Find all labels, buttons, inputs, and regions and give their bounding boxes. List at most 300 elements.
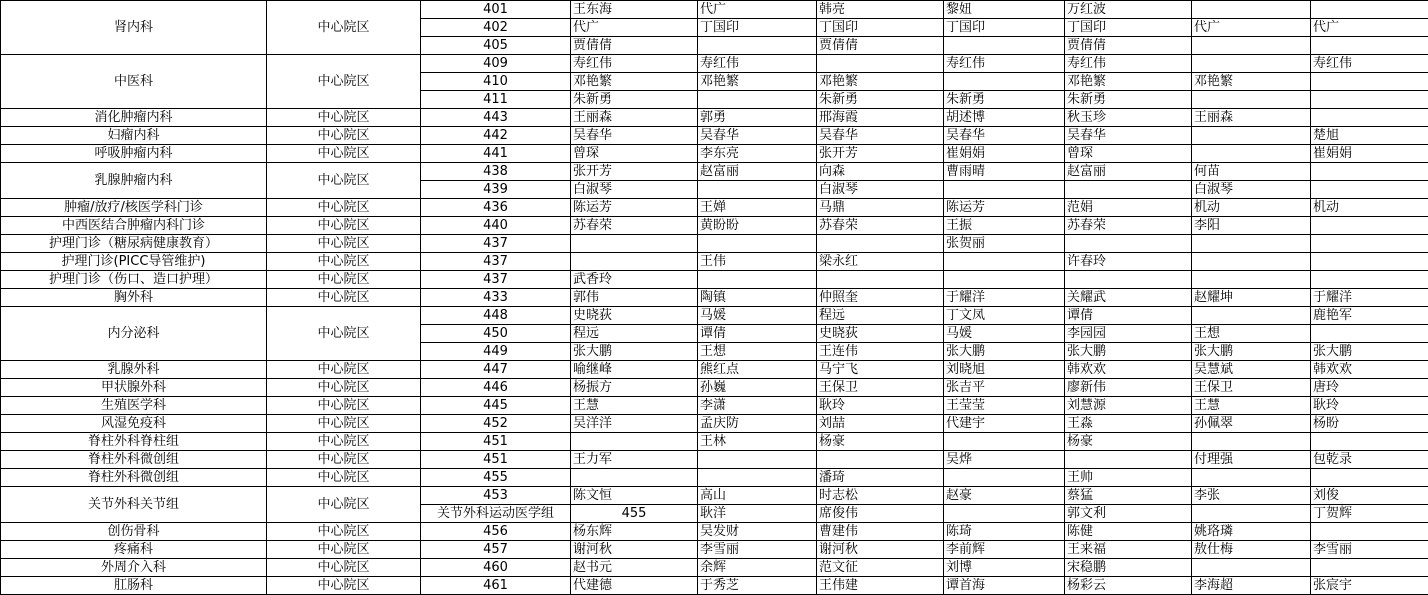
department-cell[interactable]: 中医科 <box>1 55 267 109</box>
doctor-cell[interactable] <box>817 271 944 289</box>
room-cell[interactable]: 453 <box>421 487 571 505</box>
doctor-cell[interactable]: 崔娟娟 <box>944 145 1065 163</box>
doctor-cell[interactable]: 谢河秋 <box>817 541 944 559</box>
room-cell[interactable]: 439 <box>421 181 571 199</box>
department-cell[interactable]: 风湿免疫科 <box>1 415 267 433</box>
department-cell[interactable]: 乳腺肿瘤内科 <box>1 163 267 199</box>
doctor-cell[interactable]: 刘慧源 <box>1065 397 1192 415</box>
room-cell[interactable]: 433 <box>421 289 571 307</box>
doctor-cell[interactable] <box>698 469 817 487</box>
room-cell[interactable]: 450 <box>421 325 571 343</box>
room-cell[interactable]: 446 <box>421 379 571 397</box>
doctor-cell[interactable]: 曾琛 <box>1065 145 1192 163</box>
doctor-cell[interactable]: 时志松 <box>817 487 944 505</box>
room-cell[interactable]: 448 <box>421 307 571 325</box>
doctor-cell[interactable] <box>1311 253 1428 271</box>
doctor-cell[interactable]: 白淑琴 <box>571 181 698 199</box>
doctor-cell[interactable]: 寿红伟 <box>1065 55 1192 73</box>
doctor-cell[interactable]: 耿玲 <box>1311 397 1428 415</box>
campus-cell[interactable]: 中心院区 <box>267 145 421 163</box>
doctor-cell[interactable] <box>817 55 944 73</box>
doctor-cell[interactable]: 郭文利 <box>1065 505 1192 523</box>
doctor-cell[interactable]: 陈健 <box>1065 523 1192 541</box>
doctor-cell[interactable]: 李前辉 <box>944 541 1065 559</box>
doctor-cell[interactable] <box>1192 127 1311 145</box>
doctor-cell[interactable]: 范文征 <box>817 559 944 577</box>
doctor-cell[interactable]: 程远 <box>571 325 698 343</box>
doctor-cell[interactable]: 谭倩 <box>1065 307 1192 325</box>
doctor-cell[interactable]: 贾倩倩 <box>817 37 944 55</box>
doctor-cell[interactable]: 王慧 <box>571 397 698 415</box>
doctor-cell[interactable]: 赵书元 <box>571 559 698 577</box>
campus-cell[interactable]: 中心院区 <box>267 307 421 361</box>
doctor-cell[interactable] <box>944 181 1065 199</box>
department-cell[interactable]: 肾内科 <box>1 1 267 55</box>
doctor-cell[interactable] <box>1192 55 1311 73</box>
room-cell[interactable]: 451 <box>421 451 571 469</box>
room-cell[interactable]: 402 <box>421 19 571 37</box>
doctor-cell[interactable] <box>698 235 817 253</box>
doctor-cell[interactable]: 邓艳繁 <box>817 73 944 91</box>
doctor-cell[interactable]: 孙巍 <box>698 379 817 397</box>
doctor-cell[interactable] <box>1311 163 1428 181</box>
doctor-cell[interactable]: 廖新伟 <box>1065 379 1192 397</box>
campus-cell[interactable]: 中心院区 <box>267 1 421 55</box>
doctor-cell[interactable]: 秋玉珍 <box>1065 109 1192 127</box>
doctor-cell[interactable]: 陈琦 <box>944 523 1065 541</box>
doctor-cell[interactable]: 仲照奎 <box>817 289 944 307</box>
doctor-cell[interactable]: 王保卫 <box>1192 379 1311 397</box>
doctor-cell[interactable]: 李潇 <box>698 397 817 415</box>
campus-cell[interactable]: 中心院区 <box>267 397 421 415</box>
doctor-cell[interactable]: 陶镇 <box>698 289 817 307</box>
doctor-cell[interactable] <box>698 91 817 109</box>
doctor-cell[interactable]: 王淼 <box>1065 415 1192 433</box>
doctor-cell[interactable] <box>1192 1 1311 19</box>
doctor-cell[interactable]: 白淑琴 <box>817 181 944 199</box>
department-cell[interactable]: 外周介入科 <box>1 559 267 577</box>
doctor-cell[interactable] <box>1192 307 1311 325</box>
doctor-cell[interactable]: 代广 <box>698 1 817 19</box>
campus-cell[interactable]: 中心院区 <box>267 109 421 127</box>
doctor-cell[interactable]: 李东亮 <box>698 145 817 163</box>
campus-cell[interactable]: 中心院区 <box>267 577 421 595</box>
doctor-cell[interactable]: 郭伟 <box>571 289 698 307</box>
doctor-cell[interactable]: 杨东辉 <box>571 523 698 541</box>
department-cell[interactable]: 消化肿瘤内科 <box>1 109 267 127</box>
doctor-cell[interactable] <box>571 235 698 253</box>
doctor-cell[interactable]: 寿红伟 <box>571 55 698 73</box>
doctor-cell[interactable] <box>944 433 1065 451</box>
doctor-cell[interactable] <box>1065 271 1192 289</box>
campus-cell[interactable]: 中心院区 <box>267 433 421 451</box>
doctor-cell[interactable]: 王想 <box>1192 325 1311 343</box>
department-cell[interactable]: 呼吸肿瘤内科 <box>1 145 267 163</box>
doctor-cell[interactable]: 杨豪 <box>817 433 944 451</box>
doctor-cell[interactable]: 赵耀坤 <box>1192 289 1311 307</box>
doctor-cell[interactable] <box>698 181 817 199</box>
doctor-cell[interactable]: 史晓荻 <box>571 307 698 325</box>
doctor-cell[interactable] <box>571 253 698 271</box>
doctor-cell[interactable] <box>1311 217 1428 235</box>
department-cell[interactable]: 乳腺外科 <box>1 361 267 379</box>
doctor-cell[interactable]: 刘博 <box>944 559 1065 577</box>
doctor-cell[interactable] <box>1192 37 1311 55</box>
department-cell[interactable]: 中西医结合肿瘤内科门诊 <box>1 217 267 235</box>
campus-cell[interactable]: 中心院区 <box>267 379 421 397</box>
doctor-cell[interactable]: 谢河秋 <box>571 541 698 559</box>
doctor-cell[interactable] <box>944 271 1065 289</box>
doctor-cell[interactable]: 杨豪 <box>1065 433 1192 451</box>
doctor-cell[interactable]: 丁文凤 <box>944 307 1065 325</box>
doctor-cell[interactable] <box>944 505 1065 523</box>
doctor-cell[interactable]: 黄盼盼 <box>698 217 817 235</box>
doctor-cell[interactable] <box>1311 37 1428 55</box>
doctor-cell[interactable]: 韩亮 <box>817 1 944 19</box>
doctor-cell[interactable] <box>1311 325 1428 343</box>
doctor-cell[interactable]: 王力军 <box>571 451 698 469</box>
doctor-cell[interactable]: 王想 <box>698 343 817 361</box>
doctor-cell[interactable]: 梁永红 <box>817 253 944 271</box>
doctor-cell[interactable]: 包乾录 <box>1311 451 1428 469</box>
doctor-cell[interactable]: 于耀洋 <box>1311 289 1428 307</box>
doctor-cell[interactable]: 邢海霞 <box>817 109 944 127</box>
doctor-cell[interactable] <box>698 271 817 289</box>
doctor-cell[interactable]: 关耀武 <box>1065 289 1192 307</box>
doctor-cell[interactable] <box>944 469 1065 487</box>
campus-cell[interactable]: 中心院区 <box>267 289 421 307</box>
doctor-cell[interactable]: 陈文恒 <box>571 487 698 505</box>
doctor-cell[interactable]: 范娟 <box>1065 199 1192 217</box>
doctor-cell[interactable]: 姚珞璘 <box>1192 523 1311 541</box>
doctor-cell[interactable]: 苏春荣 <box>1065 217 1192 235</box>
doctor-cell[interactable]: 王莹莹 <box>944 397 1065 415</box>
doctor-cell[interactable] <box>1311 1 1428 19</box>
doctor-cell[interactable]: 李雪丽 <box>1311 541 1428 559</box>
doctor-cell[interactable]: 赵富丽 <box>1065 163 1192 181</box>
doctor-cell[interactable]: 王连伟 <box>817 343 944 361</box>
doctor-cell[interactable]: 丁国印 <box>817 19 944 37</box>
room-cell[interactable]: 449 <box>421 343 571 361</box>
doctor-cell[interactable]: 付理强 <box>1192 451 1311 469</box>
campus-cell[interactable]: 中心院区 <box>267 415 421 433</box>
room-cell[interactable]: 447 <box>421 361 571 379</box>
doctor-cell[interactable]: 吴烨 <box>944 451 1065 469</box>
room-cell[interactable]: 455 <box>571 505 698 523</box>
doctor-cell[interactable]: 代广 <box>1311 19 1428 37</box>
doctor-cell[interactable]: 张贺丽 <box>944 235 1065 253</box>
doctor-cell[interactable] <box>817 235 944 253</box>
doctor-cell[interactable]: 万红波 <box>1065 1 1192 19</box>
doctor-cell[interactable] <box>1192 235 1311 253</box>
doctor-cell[interactable] <box>1311 523 1428 541</box>
doctor-cell[interactable]: 耿洋 <box>698 505 817 523</box>
doctor-cell[interactable]: 郭勇 <box>698 109 817 127</box>
doctor-cell[interactable]: 刘喆 <box>817 415 944 433</box>
doctor-cell[interactable]: 寿红伟 <box>698 55 817 73</box>
doctor-cell[interactable] <box>571 469 698 487</box>
doctor-cell[interactable]: 何苗 <box>1192 163 1311 181</box>
campus-cell[interactable]: 中心院区 <box>267 487 421 523</box>
doctor-cell[interactable]: 白淑琴 <box>1192 181 1311 199</box>
doctor-cell[interactable]: 王来福 <box>1065 541 1192 559</box>
room-cell[interactable]: 441 <box>421 145 571 163</box>
room-cell[interactable]: 440 <box>421 217 571 235</box>
campus-cell[interactable]: 中心院区 <box>267 235 421 253</box>
campus-cell[interactable]: 中心院区 <box>267 271 421 289</box>
doctor-cell[interactable]: 马媛 <box>698 307 817 325</box>
doctor-cell[interactable]: 吴慧斌 <box>1192 361 1311 379</box>
department-cell[interactable]: 关节外科关节组 <box>1 487 267 523</box>
doctor-cell[interactable]: 李雪丽 <box>698 541 817 559</box>
doctor-cell[interactable]: 张大鹏 <box>1311 343 1428 361</box>
doctor-cell[interactable] <box>1192 145 1311 163</box>
doctor-cell[interactable]: 喻继峰 <box>571 361 698 379</box>
doctor-cell[interactable]: 张开芳 <box>571 163 698 181</box>
doctor-cell[interactable] <box>1311 559 1428 577</box>
room-cell[interactable]: 443 <box>421 109 571 127</box>
doctor-cell[interactable] <box>1311 73 1428 91</box>
doctor-cell[interactable]: 黎妞 <box>944 1 1065 19</box>
doctor-cell[interactable]: 席俊伟 <box>817 505 944 523</box>
doctor-cell[interactable]: 王丽森 <box>1192 109 1311 127</box>
doctor-cell[interactable]: 耿玲 <box>817 397 944 415</box>
doctor-cell[interactable] <box>1192 433 1311 451</box>
doctor-cell[interactable]: 史晓荻 <box>817 325 944 343</box>
doctor-cell[interactable]: 陈运芳 <box>571 199 698 217</box>
doctor-cell[interactable]: 李阳 <box>1192 217 1311 235</box>
doctor-cell[interactable]: 刘俊 <box>1311 487 1428 505</box>
doctor-cell[interactable]: 高山 <box>698 487 817 505</box>
doctor-cell[interactable] <box>1192 271 1311 289</box>
doctor-cell[interactable]: 韩欢欢 <box>1311 361 1428 379</box>
doctor-cell[interactable]: 于秀芝 <box>698 577 817 595</box>
doctor-cell[interactable]: 余辉 <box>698 559 817 577</box>
department-cell[interactable]: 护理门诊(PICC导管维护) <box>1 253 267 271</box>
doctor-cell[interactable]: 代建宇 <box>944 415 1065 433</box>
doctor-cell[interactable] <box>1311 181 1428 199</box>
doctor-cell[interactable]: 曹雨晴 <box>944 163 1065 181</box>
doctor-cell[interactable]: 邓艳繁 <box>1192 73 1311 91</box>
doctor-cell[interactable]: 韩欢欢 <box>1065 361 1192 379</box>
room-cell[interactable]: 409 <box>421 55 571 73</box>
doctor-cell[interactable]: 吴春华 <box>817 127 944 145</box>
doctor-cell[interactable]: 曾琛 <box>571 145 698 163</box>
doctor-cell[interactable]: 邓艳繁 <box>571 73 698 91</box>
doctor-cell[interactable]: 贾倩倩 <box>1065 37 1192 55</box>
doctor-cell[interactable]: 王丽森 <box>571 109 698 127</box>
campus-cell[interactable]: 中心院区 <box>267 127 421 145</box>
department-cell[interactable]: 护理门诊（糖尿病健康教育） <box>1 235 267 253</box>
doctor-cell[interactable] <box>944 37 1065 55</box>
room-cell[interactable]: 436 <box>421 199 571 217</box>
doctor-cell[interactable]: 吴春华 <box>698 127 817 145</box>
doctor-cell[interactable] <box>817 451 944 469</box>
doctor-cell[interactable]: 张大鹏 <box>571 343 698 361</box>
doctor-cell[interactable] <box>1192 91 1311 109</box>
doctor-cell[interactable]: 潘琦 <box>817 469 944 487</box>
doctor-cell[interactable]: 于耀洋 <box>944 289 1065 307</box>
doctor-cell[interactable]: 马宁飞 <box>817 361 944 379</box>
campus-cell[interactable]: 中心院区 <box>267 199 421 217</box>
doctor-cell[interactable]: 陈运芳 <box>944 199 1065 217</box>
doctor-cell[interactable]: 王婵 <box>698 199 817 217</box>
doctor-cell[interactable]: 王慧 <box>1192 397 1311 415</box>
doctor-cell[interactable]: 邓艳繁 <box>1065 73 1192 91</box>
department-cell[interactable]: 妇瘤内科 <box>1 127 267 145</box>
doctor-cell[interactable]: 马媛 <box>944 325 1065 343</box>
department-cell[interactable]: 肛肠科 <box>1 577 267 595</box>
doctor-cell[interactable] <box>944 73 1065 91</box>
room-cell[interactable]: 405 <box>421 37 571 55</box>
doctor-cell[interactable]: 机动 <box>1192 199 1311 217</box>
doctor-cell[interactable] <box>1065 181 1192 199</box>
department-cell[interactable]: 脊柱外科微创组 <box>1 451 267 469</box>
department-cell[interactable]: 甲状腺外科 <box>1 379 267 397</box>
doctor-cell[interactable]: 鹿艳军 <box>1311 307 1428 325</box>
doctor-cell[interactable]: 赵豪 <box>944 487 1065 505</box>
room-cell[interactable]: 437 <box>421 235 571 253</box>
doctor-cell[interactable]: 张宸宇 <box>1311 577 1428 595</box>
room-cell[interactable]: 457 <box>421 541 571 559</box>
doctor-cell[interactable]: 许春玲 <box>1065 253 1192 271</box>
doctor-cell[interactable]: 吴春华 <box>1065 127 1192 145</box>
doctor-cell[interactable]: 谭首海 <box>944 577 1065 595</box>
department-cell[interactable]: 创伤骨科 <box>1 523 267 541</box>
doctor-cell[interactable]: 程远 <box>817 307 944 325</box>
campus-cell[interactable]: 中心院区 <box>267 217 421 235</box>
doctor-cell[interactable]: 李张 <box>1192 487 1311 505</box>
doctor-cell[interactable]: 唐玲 <box>1311 379 1428 397</box>
campus-cell[interactable]: 中心院区 <box>267 541 421 559</box>
doctor-cell[interactable]: 熊红点 <box>698 361 817 379</box>
doctor-cell[interactable] <box>1192 469 1311 487</box>
doctor-cell[interactable]: 朱新勇 <box>1065 91 1192 109</box>
doctor-cell[interactable]: 贾倩倩 <box>571 37 698 55</box>
doctor-cell[interactable]: 杨彩云 <box>1065 577 1192 595</box>
doctor-cell[interactable]: 王保卫 <box>817 379 944 397</box>
doctor-cell[interactable]: 王振 <box>944 217 1065 235</box>
doctor-cell[interactable]: 王伟建 <box>817 577 944 595</box>
doctor-cell[interactable]: 邓艳繁 <box>698 73 817 91</box>
campus-cell[interactable]: 中心院区 <box>267 55 421 109</box>
doctor-cell[interactable] <box>698 451 817 469</box>
room-cell[interactable]: 456 <box>421 523 571 541</box>
doctor-cell[interactable]: 代建德 <box>571 577 698 595</box>
doctor-cell[interactable] <box>1311 271 1428 289</box>
doctor-cell[interactable]: 王东海 <box>571 1 698 19</box>
doctor-cell[interactable] <box>1311 433 1428 451</box>
doctor-cell[interactable]: 李海超 <box>1192 577 1311 595</box>
doctor-cell[interactable]: 寿红伟 <box>1311 55 1428 73</box>
doctor-cell[interactable]: 崔娟娟 <box>1311 145 1428 163</box>
room-cell[interactable]: 455 <box>421 469 571 487</box>
department-cell[interactable]: 关节外科运动医学组 <box>421 505 571 523</box>
doctor-cell[interactable]: 曹建伟 <box>817 523 944 541</box>
doctor-cell[interactable] <box>1192 559 1311 577</box>
doctor-cell[interactable]: 楚旭 <box>1311 127 1428 145</box>
doctor-cell[interactable]: 张大鹏 <box>1065 343 1192 361</box>
doctor-cell[interactable] <box>1065 235 1192 253</box>
doctor-cell[interactable]: 赵富丽 <box>698 163 817 181</box>
department-cell[interactable]: 生殖医学科 <box>1 397 267 415</box>
campus-cell[interactable]: 中心院区 <box>267 451 421 469</box>
doctor-cell[interactable] <box>944 253 1065 271</box>
doctor-cell[interactable]: 寿红伟 <box>944 55 1065 73</box>
doctor-cell[interactable]: 宋稳鹏 <box>1065 559 1192 577</box>
doctor-cell[interactable]: 王林 <box>698 433 817 451</box>
doctor-cell[interactable]: 苏春荣 <box>817 217 944 235</box>
doctor-cell[interactable]: 王帅 <box>1065 469 1192 487</box>
campus-cell[interactable]: 中心院区 <box>267 559 421 577</box>
doctor-cell[interactable]: 朱新勇 <box>571 91 698 109</box>
doctor-cell[interactable] <box>1192 505 1311 523</box>
doctor-cell[interactable]: 丁国印 <box>1065 19 1192 37</box>
doctor-cell[interactable]: 吴春华 <box>944 127 1065 145</box>
room-cell[interactable]: 410 <box>421 73 571 91</box>
room-cell[interactable]: 452 <box>421 415 571 433</box>
department-cell[interactable]: 疼痛科 <box>1 541 267 559</box>
doctor-cell[interactable] <box>698 37 817 55</box>
doctor-cell[interactable]: 吴发财 <box>698 523 817 541</box>
doctor-cell[interactable]: 武香玲 <box>571 271 698 289</box>
doctor-cell[interactable]: 张大鹏 <box>944 343 1065 361</box>
doctor-cell[interactable] <box>1311 91 1428 109</box>
doctor-cell[interactable]: 苏春荣 <box>571 217 698 235</box>
room-cell[interactable]: 451 <box>421 433 571 451</box>
doctor-cell[interactable]: 张开芳 <box>817 145 944 163</box>
department-cell[interactable]: 脊柱外科微创组 <box>1 469 267 487</box>
doctor-cell[interactable]: 代广 <box>1192 19 1311 37</box>
doctor-cell[interactable]: 丁国印 <box>698 19 817 37</box>
campus-cell[interactable]: 中心院区 <box>267 253 421 271</box>
doctor-cell[interactable] <box>1311 235 1428 253</box>
doctor-cell[interactable]: 向森 <box>817 163 944 181</box>
room-cell[interactable]: 438 <box>421 163 571 181</box>
doctor-cell[interactable] <box>1311 109 1428 127</box>
room-cell[interactable]: 437 <box>421 271 571 289</box>
doctor-cell[interactable]: 敖仕梅 <box>1192 541 1311 559</box>
doctor-cell[interactable] <box>1311 469 1428 487</box>
doctor-cell[interactable]: 马鼎 <box>817 199 944 217</box>
room-cell[interactable]: 461 <box>421 577 571 595</box>
department-cell[interactable]: 脊柱外科脊柱组 <box>1 433 267 451</box>
doctor-cell[interactable]: 机动 <box>1311 199 1428 217</box>
doctor-cell[interactable]: 胡述博 <box>944 109 1065 127</box>
department-cell[interactable]: 肿瘤/放疗/核医学科门诊 <box>1 199 267 217</box>
doctor-cell[interactable]: 李园园 <box>1065 325 1192 343</box>
room-cell[interactable]: 442 <box>421 127 571 145</box>
campus-cell[interactable]: 中心院区 <box>267 163 421 199</box>
doctor-cell[interactable]: 朱新勇 <box>817 91 944 109</box>
doctor-cell[interactable]: 吴春华 <box>571 127 698 145</box>
doctor-cell[interactable]: 丁贺辉 <box>1311 505 1428 523</box>
doctor-cell[interactable] <box>1065 451 1192 469</box>
doctor-cell[interactable]: 代广 <box>571 19 698 37</box>
room-cell[interactable]: 437 <box>421 253 571 271</box>
room-cell[interactable]: 445 <box>421 397 571 415</box>
doctor-cell[interactable]: 吴洋洋 <box>571 415 698 433</box>
doctor-cell[interactable]: 杨振方 <box>571 379 698 397</box>
department-cell[interactable]: 胸外科 <box>1 289 267 307</box>
doctor-cell[interactable]: 孙佩翠 <box>1192 415 1311 433</box>
campus-cell[interactable]: 中心院区 <box>267 523 421 541</box>
doctor-cell[interactable]: 王伟 <box>698 253 817 271</box>
doctor-cell[interactable]: 杨盼 <box>1311 415 1428 433</box>
doctor-cell[interactable]: 丁国印 <box>944 19 1065 37</box>
doctor-cell[interactable]: 刘晓旭 <box>944 361 1065 379</box>
doctor-cell[interactable]: 蔡猛 <box>1065 487 1192 505</box>
